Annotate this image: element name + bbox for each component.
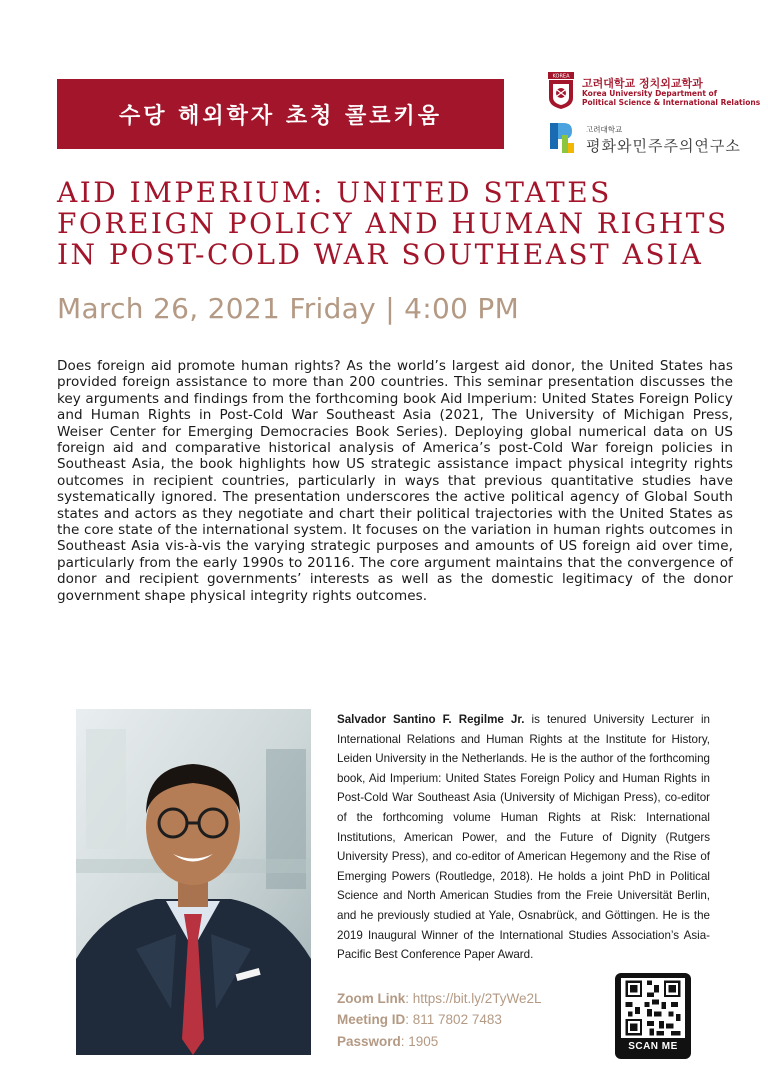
qr-code-icon bbox=[621, 978, 685, 1038]
seal-text: KOREA bbox=[552, 73, 570, 80]
colloquium-banner bbox=[57, 79, 504, 149]
title-line-1: AID IMPERIUM: UNITED STATES bbox=[57, 176, 612, 209]
meeting-id-value: : 811 7802 7483 bbox=[405, 1012, 502, 1027]
korea-university-seal-icon bbox=[548, 72, 574, 110]
event-title bbox=[57, 177, 747, 270]
department-english-line1: Korea University Department of bbox=[582, 89, 717, 98]
speaker-bio bbox=[337, 710, 710, 965]
qr-scan-caption: SCAN ME bbox=[628, 1041, 678, 1052]
meeting-id-label: Meeting ID bbox=[337, 1012, 406, 1027]
speaker-bio-text: is tenured University Lecturer in International Relations and Human Rights at the Institute for History, Leiden University in the Netherlands. He is the author of the forthcoming book, Aid Imperium: United States Foreign Policy and Human Rights in Post-Cold War Southeast Asia (University of Michigan Press), co-editor of the forthcoming volume Human Rights at Risk: International Institutions, American Power, and the Future of Dignity (Rutgers University Press), and co-editor of American Hegemony and the Rise of Emerging Powers (Routledge, 2018). He holds a joint PhD in Political Science and North American Studies from the Freie Universität Berlin, and he previously studied at Yale, Osnabrück, and Göttingen. He is the 2019 Inaugural Winner of the International Studies Association’s Asia-Pacific Best Conference Paper Award. bbox=[337, 713, 711, 962]
department-logo bbox=[548, 72, 761, 112]
password-label: Password bbox=[337, 1034, 401, 1049]
department-english-line2: Political Science & International Relations bbox=[582, 98, 761, 107]
event-date: March 26, 2021 Friday | 4:00 PM bbox=[57, 292, 520, 325]
zoom-link-label: Zoom Link bbox=[337, 991, 406, 1006]
speaker-name: Salvador Santino F. Regilme Jr. bbox=[337, 713, 525, 726]
department-korean-name: 고려대학교 정치외교학과 bbox=[582, 77, 703, 90]
zoom-link-value[interactable]: : https://bit.ly/2TyWe2L bbox=[405, 991, 542, 1006]
department-english-name bbox=[582, 89, 760, 107]
institute-mark-icon bbox=[548, 121, 576, 155]
banner-text: 수당 해외학자 초청 콜로키움 bbox=[118, 103, 442, 129]
title-line-2: FOREIGN POLICY AND HUMAN RIGHTS bbox=[57, 207, 729, 240]
title-line-3: IN POST-COLD WAR SOUTHEAST ASIA bbox=[57, 238, 704, 271]
meeting-id-line bbox=[337, 1012, 502, 1027]
zoom-link-line bbox=[337, 991, 542, 1006]
password-value: : 1905 bbox=[400, 1034, 439, 1049]
speaker-photo bbox=[76, 709, 311, 1055]
institute-logo bbox=[548, 121, 758, 157]
abstract-text: Does foreign aid promote human rights? As the world’s largest aid donor, the United States has provided foreign assistance to more than 200 countries. This seminar presentation discusses the key arguments and findings from the forthcoming book Aid Imperium: United States Foreign Policy and Human Rights in Post-Cold War Southeast Asia (2021, The University of Michigan Press, Weiser Center for Emerging Democracies Book Series). Deploying global numerical data on US foreign aid and comparative historical analysis of America’s post-Cold War foreign policies in Southeast Asia, the book highlights how US strategic assistance impact physical integrity rights outcomes in recipient countries, particularly in ways that previous quantitative studies have systematically ignored. The presentation underscores the active political agency of Global South states and actors as they negotiate and chart their political trajectories with the United States as the core state of the international system. It focuses on the variation in human rights outcomes in Southeast Asia vis-à-vis the varying strategic purposes and amounts of US foreign aid over time, particularly from the early 1990s to 20116. The core argument maintains that the convergence of donor and recipient governments’ interests as well as the domestic legitimacy of the donor government shape physical integrity rights outcomes. bbox=[57, 358, 733, 604]
password-line bbox=[337, 1034, 438, 1049]
institute-university-label: 고려대학교 bbox=[586, 125, 623, 134]
qr-code-badge[interactable] bbox=[615, 973, 691, 1059]
institute-name: 평화와민주주의연구소 bbox=[586, 137, 741, 155]
